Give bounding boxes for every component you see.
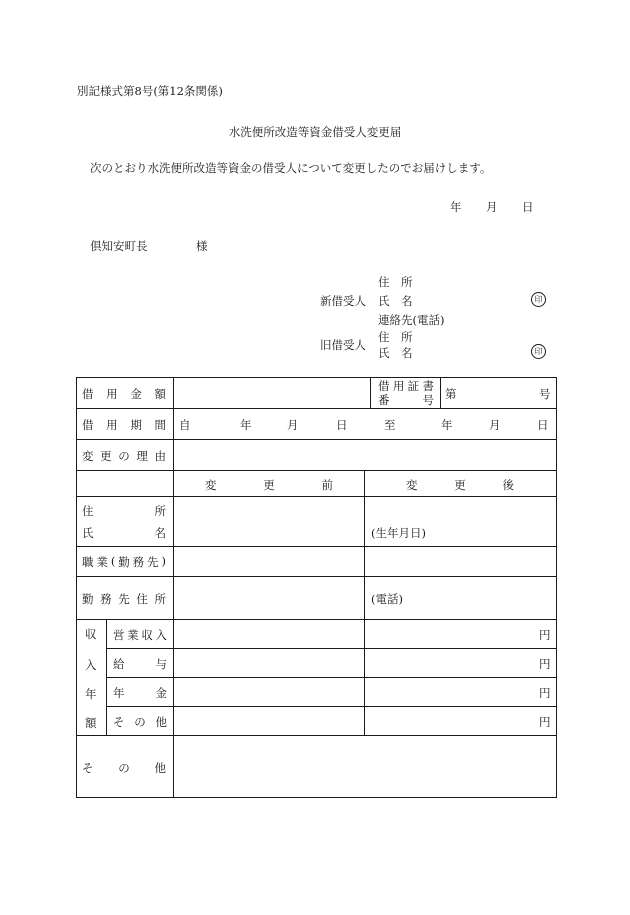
table-border-bottom	[76, 797, 557, 798]
reason-label: 変 更 の 理 由	[82, 449, 166, 463]
old-borrower-address-label: 住 所	[378, 330, 413, 344]
before-after-divider	[364, 470, 365, 735]
after-header: 変 更 後	[406, 478, 514, 492]
cert-column-line	[370, 377, 371, 408]
row-line	[76, 470, 557, 471]
form-number: 別記様式第8号(第12条関係)	[77, 84, 223, 98]
before-header: 変 更 前	[205, 478, 333, 492]
form-title: 水洗便所改造等資金借受人変更届	[228, 125, 402, 139]
yen-unit: 円	[539, 628, 551, 642]
old-borrower-seal-icon: 印	[531, 344, 546, 359]
row-line	[76, 576, 557, 577]
income-column-line	[106, 619, 107, 735]
other-label: そ の 他	[82, 761, 166, 775]
income-label-char: 入	[85, 658, 97, 672]
cert-number-label-line2: 番 号	[378, 393, 434, 407]
yen-unit: 円	[539, 715, 551, 729]
new-borrower-contact-label: 連絡先(電話)	[378, 313, 445, 327]
period-to: 至	[384, 418, 396, 432]
cert-number-label-line1: 借 用 証 書	[378, 379, 434, 393]
period-from-year: 年	[240, 418, 252, 432]
income-row-label: 年 金	[113, 686, 167, 700]
row-line	[76, 619, 557, 620]
row-line	[76, 735, 557, 736]
intro-text: 次のとおり水洗便所改造等資金の借受人について変更したのでお届けします。	[90, 161, 492, 175]
income-label-char: 収	[85, 627, 97, 641]
addressee-honorific: 様	[196, 239, 208, 253]
new-borrower-address-label: 住 所	[378, 275, 413, 289]
income-label-char: 年	[85, 687, 97, 701]
addressee-name: 倶知安町長	[90, 239, 148, 253]
new-borrower-name-label: 氏 名	[378, 294, 413, 308]
cert-number-label	[378, 379, 434, 407]
income-row-label: 給 与	[113, 657, 167, 671]
income-row-label: そ の 他	[113, 715, 167, 729]
phone-label: (電話)	[371, 592, 403, 606]
label-column-line	[173, 377, 174, 798]
period-to-year: 年	[441, 418, 453, 432]
row-line	[76, 496, 557, 497]
period-to-day: 日	[537, 418, 549, 432]
loan-amount-label: 借 用 金 額	[82, 387, 166, 401]
row-line	[76, 439, 557, 440]
old-borrower-label: 旧借受人	[320, 338, 366, 352]
date-month: 月	[486, 200, 498, 214]
date-day: 日	[522, 200, 534, 214]
cert-gou: 号	[539, 387, 551, 401]
cert-dai: 第	[445, 387, 457, 401]
table-border-top	[76, 377, 557, 378]
period-from-day: 日	[336, 418, 348, 432]
loan-period-label: 借 用 期 間	[82, 418, 166, 432]
date-year: 年	[450, 200, 462, 214]
address-label: 住 所	[82, 504, 166, 518]
new-borrower-label: 新借受人	[320, 294, 366, 308]
cert-column-line	[440, 377, 441, 408]
birthdate-label: (生年月日)	[371, 526, 426, 540]
yen-unit: 円	[539, 686, 551, 700]
old-borrower-name-label: 氏 名	[378, 346, 413, 360]
name-label: 氏 名	[82, 526, 166, 540]
new-borrower-seal-icon: 印	[531, 292, 546, 307]
income-label-char: 額	[85, 716, 97, 730]
row-line	[76, 408, 557, 409]
occupation-label: 職 業 ( 勤 務 先 )	[82, 554, 166, 569]
work-address-label: 勤 務 先 住 所	[82, 592, 166, 606]
period-from-month: 月	[287, 418, 299, 432]
period-to-month: 月	[489, 418, 501, 432]
yen-unit: 円	[539, 657, 551, 671]
row-line	[76, 546, 557, 547]
income-row-label: 営 業 収 入	[113, 628, 167, 642]
period-from: 自	[179, 418, 191, 432]
